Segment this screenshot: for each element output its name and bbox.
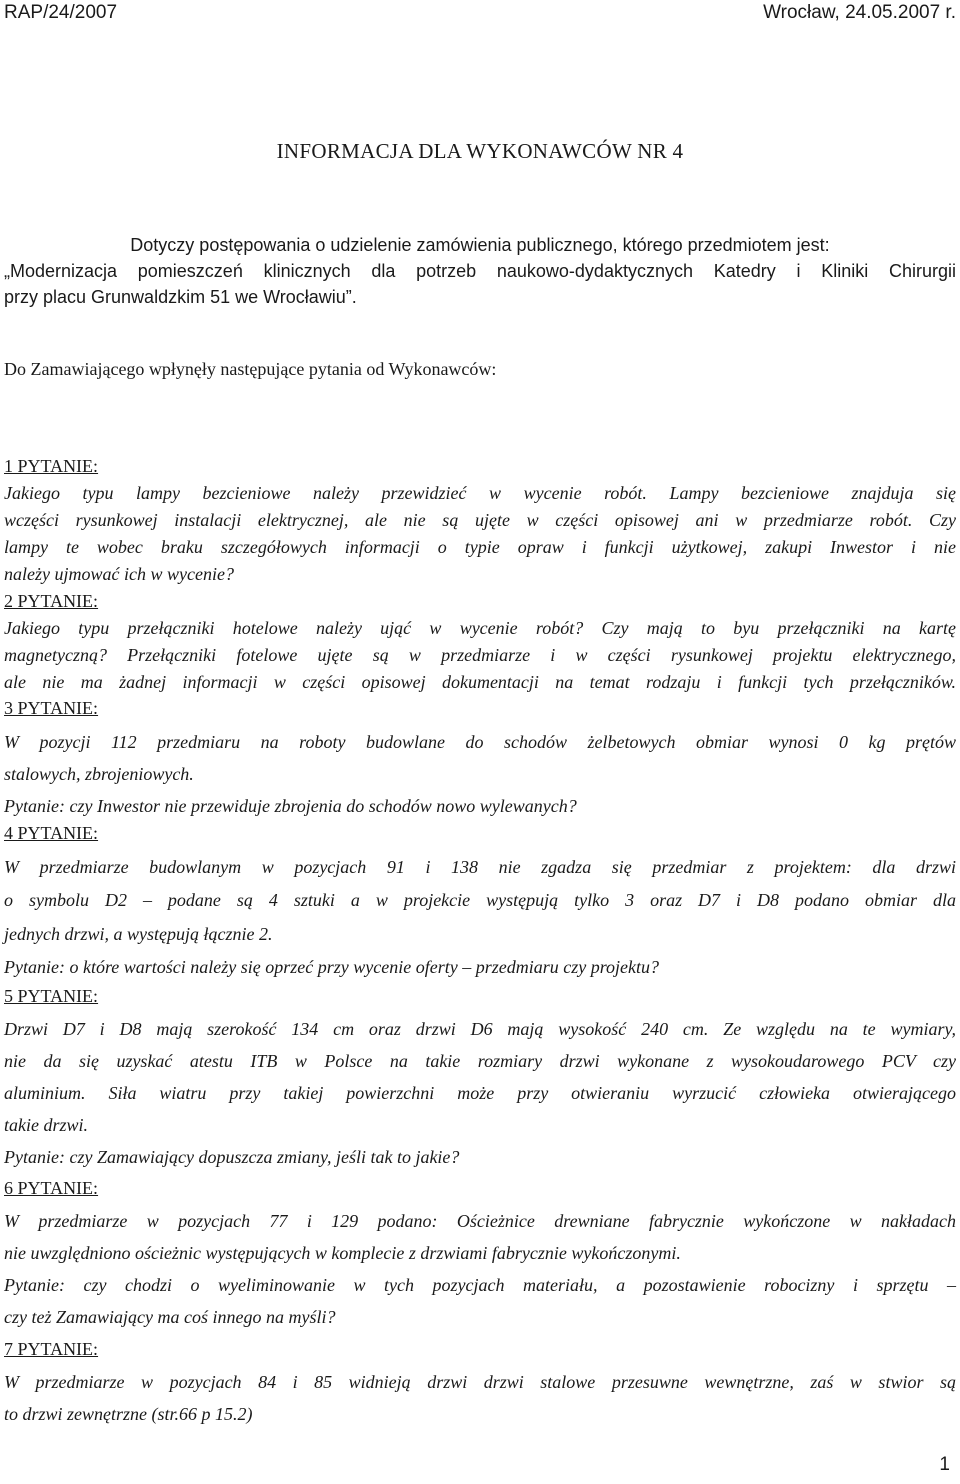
question-line: Pytanie: czy Zamawiający dopuszcza zmiany, jeśli tak to jakie?: [4, 1147, 460, 1167]
question-line: W przedmiarze budowlanym w pozycjach 91 i 138 nie zgadza się przedmiar z projektem: dla drzwi: [4, 857, 956, 877]
question-line: nie da się uzyskać atestu ITB w Polsce na takie rozmiary drzwi wykonane z wysokoudarowego PCV czy: [4, 1051, 956, 1071]
question-label: 3 PYTANIE:: [4, 698, 99, 718]
lead-sentence: Do Zamawiającego wpłynęły następujące pytania od Wykonawców:: [4, 359, 497, 379]
question-line: czy też Zamawiający ma coś innego na myśli?: [4, 1307, 336, 1327]
question-line: nie uwzględniono ościeżnic występujących w komplecie z drzwiami fabrycznie wykończonymi.: [4, 1243, 681, 1263]
question-line: W przedmiarze w pozycjach 77 i 129 podano: Ościeżnice drewniane fabrycznie wykończone w nakładach: [4, 1211, 956, 1231]
question-block: [4, 1175, 956, 1333]
question-line: Pytanie: czy chodzi o wyeliminowanie w tych pozycjach materiału, a pozostawienie robocizny i sprzętu –: [4, 1275, 956, 1295]
question-line: W przedmiarze w pozycjach 84 i 85 widnieją drzwi drzwi stalowe przesuwne wewnętrzne, zaś w stwior są: [4, 1372, 956, 1392]
question-label: 1 PYTANIE:: [4, 456, 99, 476]
question-line: to drzwi zewnętrzne (str.66 p 15.2): [4, 1404, 253, 1424]
question-block: [4, 1336, 956, 1430]
question-line: W pozycji 112 przedmiaru na roboty budowlane do schodów żelbetowych obmiar wynosi 0 kg prętów: [4, 732, 956, 752]
question-line: takie drzwi.: [4, 1115, 88, 1135]
question-block: [4, 983, 956, 1173]
question-line: Pytanie: czy Inwestor nie przewiduje zbrojenia do schodów nowo wylewanych?: [4, 796, 577, 816]
question-line: lampy te wobec braku szczegółowych informacji o typie opraw i funkcji użytkowej, zakupi Inwestor i nie: [4, 537, 956, 557]
question-line: Jakiego typu przełączniki hotelowe należy ująć w wycenie robót? Czy mają to byu przełączniki na kartę: [4, 618, 956, 638]
question-line: ale nie ma żadnej informacji w części opisowej dokumentacji na temat rodzaju i funkcji tych przełączników.: [4, 672, 956, 692]
question-block: [4, 820, 956, 983]
question-block: [4, 453, 956, 588]
question-label: 7 PYTANIE:: [4, 1339, 99, 1359]
place-and-date: Wrocław, 24.05.2007 r.: [763, 2, 956, 23]
question-line: stalowych, zbrojeniowych.: [4, 764, 194, 784]
question-line: o symbolu D2 – podane są 4 sztuki a w projekcie występują tylko 3 oraz D7 i D8 podano obmiar dla: [4, 890, 956, 910]
question-line: aluminium. Siła wiatru przy takiej powierzchni może przy otwieraniu wyrzucić człowieka otwierającego: [4, 1083, 956, 1103]
question-line: Pytanie: o które wartości należy się oprzeć przy wycenie oferty – przedmiaru czy projektu?: [4, 957, 660, 977]
question-line: wczęści rysunkowej instalacji elektrycznej, ale nie są ujęte w części opisowej ani w przedmiarze robót. Czy: [4, 510, 956, 530]
question-line: Drzwi D7 i D8 mają szerokość 134 cm oraz drzwi D6 mają wysokość 240 cm. Ze względu na te wymiary,: [4, 1019, 956, 1039]
document-title: INFORMACJA DLA WYKONAWCÓW NR 4: [276, 139, 684, 163]
question-block: [4, 588, 956, 696]
document-reference: RAP/24/2007: [4, 2, 118, 23]
question-label: 2 PYTANIE:: [4, 591, 99, 611]
question-label: 4 PYTANIE:: [4, 823, 99, 843]
intro-paragraph: [0, 232, 960, 310]
question-label: 5 PYTANIE:: [4, 986, 99, 1006]
question-block: [4, 695, 956, 822]
intro-line: Dotyczy postępowania o udzielenie zamówienia publicznego, którego przedmiotem jest:: [130, 235, 830, 255]
question-label: 6 PYTANIE:: [4, 1178, 99, 1198]
question-line: jednych drzwi, a występują łącznie 2.: [4, 924, 273, 944]
question-line: należy ujmować ich w wycenie?: [4, 564, 234, 584]
page-number: 1: [939, 1454, 950, 1475]
intro-line: przy placu Grunwaldzkim 51 we Wrocławiu”.: [4, 287, 357, 307]
question-line: magnetyczną? Przełączniki fotelowe ujęte są w przedmiarze i w części rysunkowej projektu elektrycznego,: [4, 645, 956, 665]
question-line: Jakiego typu lampy bezcieniowe należy przewidzieć w wycenie robót. Lampy bezcieniowe znajduja się: [4, 483, 956, 503]
intro-line: „Modernizacja pomieszczeń klinicznych dla potrzeb naukowo-dydaktycznych Katedry i Kliniki Chirurgii: [4, 261, 956, 281]
